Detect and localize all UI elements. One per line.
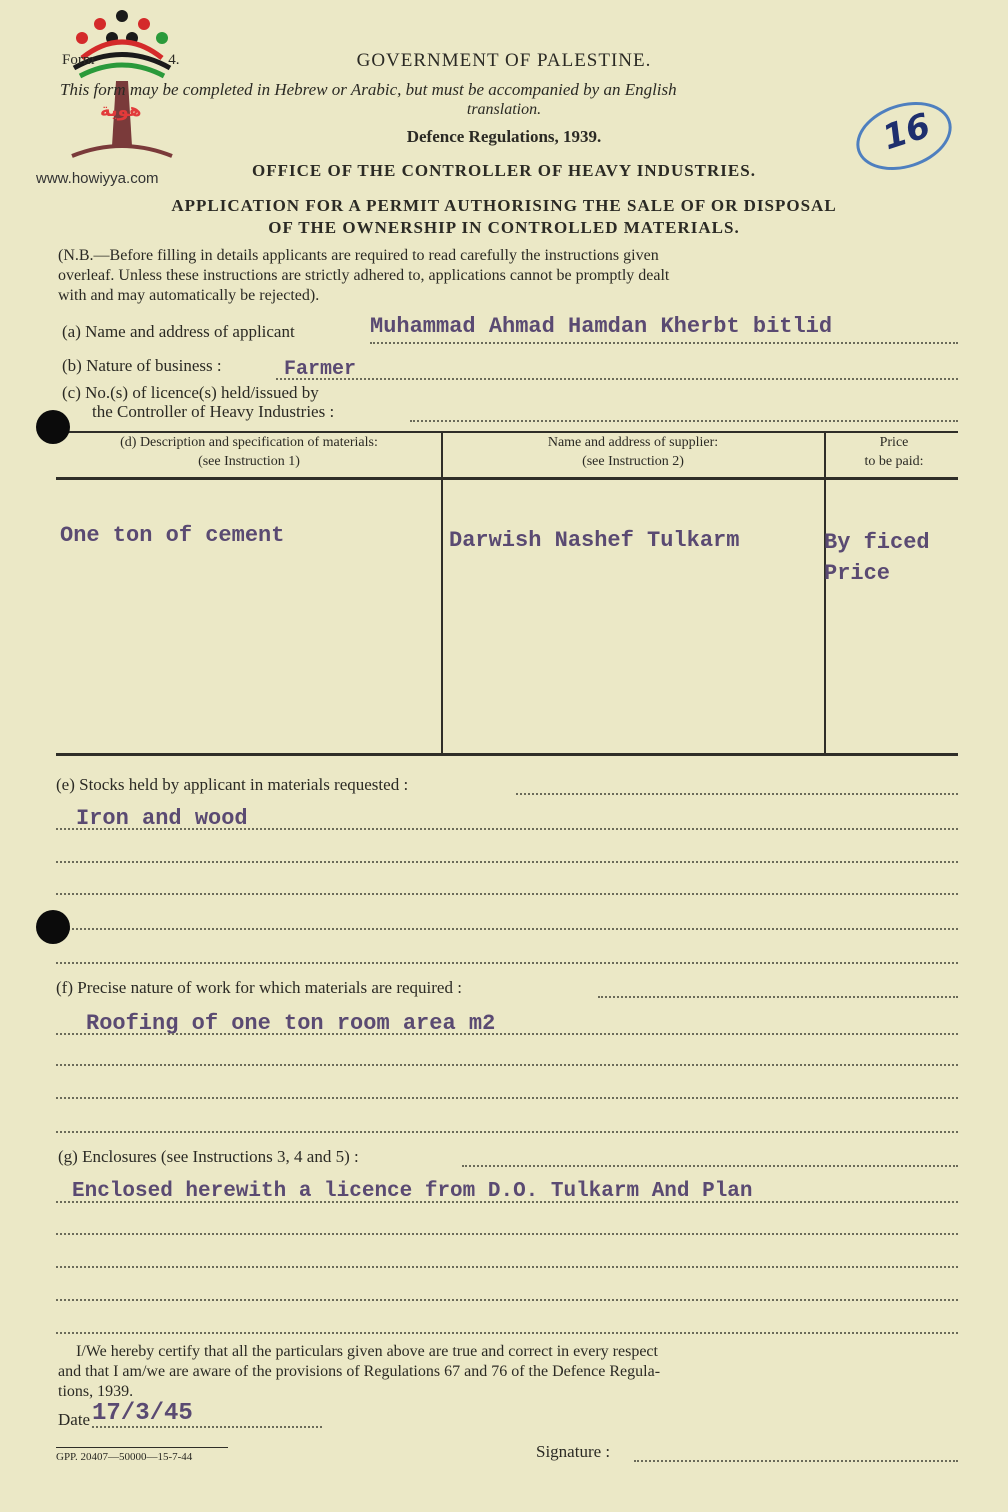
field-f-line-2: [56, 1064, 958, 1066]
field-e-line-4: [56, 928, 958, 930]
field-g-label: (g) Enclosures (see Instructions 3, 4 and 5) :: [58, 1147, 359, 1166]
signature-line: [634, 1460, 958, 1462]
punch-hole-top: [36, 410, 70, 444]
government-title: GOVERNMENT OF PALESTINE.: [356, 50, 652, 71]
field-e-label: (e) Stocks held by applicant in materials requested :: [56, 775, 409, 794]
field-g-line-5: [56, 1332, 958, 1334]
note-line-1: (N.B.—Before filling in details applicants are required to read carefully the instructions given: [58, 247, 659, 264]
office-title: OFFICE OF THE CONTROLLER OF HEAVY INDUSTRIES.: [252, 161, 756, 180]
field-g-line-3: [56, 1266, 958, 1268]
field-g-line-2: [56, 1233, 958, 1235]
field-b-line: [276, 378, 958, 380]
field-f-line-3: [56, 1097, 958, 1099]
table-col-divider-1: [441, 431, 443, 755]
field-g-line-4: [56, 1299, 958, 1301]
field-e-line-5: [56, 962, 958, 964]
certification-line-2: and that I am/we are aware of the provisions of Regulations 67 and 76 of the Defence Regula-: [58, 1363, 661, 1380]
site-url: www.howiyya.com: [36, 170, 159, 187]
note-line-2: overleaf. Unless these instructions are strictly adhered to, applications cannot be promptly dealt: [58, 267, 670, 284]
logo-mark: هوية: [100, 100, 142, 121]
regulations-title: Defence Regulations, 1939.: [406, 127, 602, 146]
table-header-supplier: Name and address of supplier: (see Instruction 2): [547, 435, 719, 469]
language-note: This form may be completed in Hebrew or Arabic, but must be accompanied by an English: [60, 80, 677, 99]
field-f-line-4: [56, 1131, 958, 1133]
price-value-2[interactable]: Price: [824, 561, 891, 586]
language-note-2: translation.: [466, 101, 542, 118]
printer-code: GPP. 20407—50000—15-7-44: [56, 1451, 193, 1463]
field-c-label-2: the Controller of Heavy Industries :: [92, 402, 335, 421]
certification-line-3: tions, 1939.: [58, 1383, 134, 1400]
file-number-stamp: 16: [848, 90, 961, 181]
field-b-label: (b) Nature of business :: [62, 356, 222, 375]
business-value[interactable]: Farmer: [284, 358, 357, 381]
field-c-label-1: (c) No.(s) of licence(s) held/issued by: [62, 383, 319, 402]
field-e-line-1: [56, 828, 958, 830]
certification-line-1: I/We hereby certify that all the particulars given above are true and correct in every respect: [76, 1343, 658, 1360]
field-c-line: [410, 420, 958, 422]
date-line: [92, 1426, 322, 1428]
field-e-line-2: [56, 861, 958, 863]
field-g-line-1: [56, 1201, 958, 1203]
enclosures-value[interactable]: Enclosed herewith a licence from D.O. Tulkarm And Plan: [72, 1180, 753, 1203]
material-description-value[interactable]: One ton of cement: [60, 523, 285, 548]
note-line-3: with and may automatically be rejected).: [58, 287, 320, 304]
field-f-line-0: [598, 996, 958, 998]
field-e-line-0: [516, 793, 958, 795]
table-bottom-rule: [56, 753, 958, 756]
field-f-label: (f) Precise nature of work for which materials are required :: [56, 978, 462, 997]
table-col-divider-2: [824, 431, 826, 755]
table-header-description: (d) Description and specification of materials: (see Instruction 1): [120, 435, 378, 469]
table-top-rule: [56, 431, 958, 433]
application-title-2: OF THE OWNERSHIP IN CONTROLLED MATERIALS.: [268, 218, 740, 237]
supplier-value[interactable]: Darwish Nashef Tulkarm: [449, 528, 740, 553]
printer-code-rule: [56, 1447, 228, 1448]
work-nature-value[interactable]: Roofing of one ton room area m2: [86, 1011, 496, 1036]
price-value-1[interactable]: By ficed: [824, 530, 930, 555]
field-a-label: (a) Name and address of applicant: [62, 322, 295, 341]
application-title-1: APPLICATION FOR A PERMIT AUTHORISING THE SALE OF OR DISPOSAL: [171, 196, 837, 215]
field-f-line-1: [56, 1033, 958, 1035]
signature-label: Signature :: [536, 1442, 611, 1461]
field-a-line: [370, 342, 958, 344]
form-number: Form 4.: [62, 52, 180, 68]
punch-hole-bottom: [36, 910, 70, 944]
table-header-price: Price to be paid:: [864, 435, 924, 469]
applicant-name-value[interactable]: Muhammad Ahmad Hamdan Kherbt bitlid: [370, 314, 833, 339]
date-label: Date: [58, 1410, 91, 1429]
field-e-line-3: [56, 893, 958, 895]
table-header-rule: [56, 477, 958, 480]
date-value[interactable]: 17/3/45: [92, 1400, 193, 1427]
field-g-line-0: [462, 1165, 958, 1167]
stocks-value[interactable]: Iron and wood: [76, 806, 248, 831]
